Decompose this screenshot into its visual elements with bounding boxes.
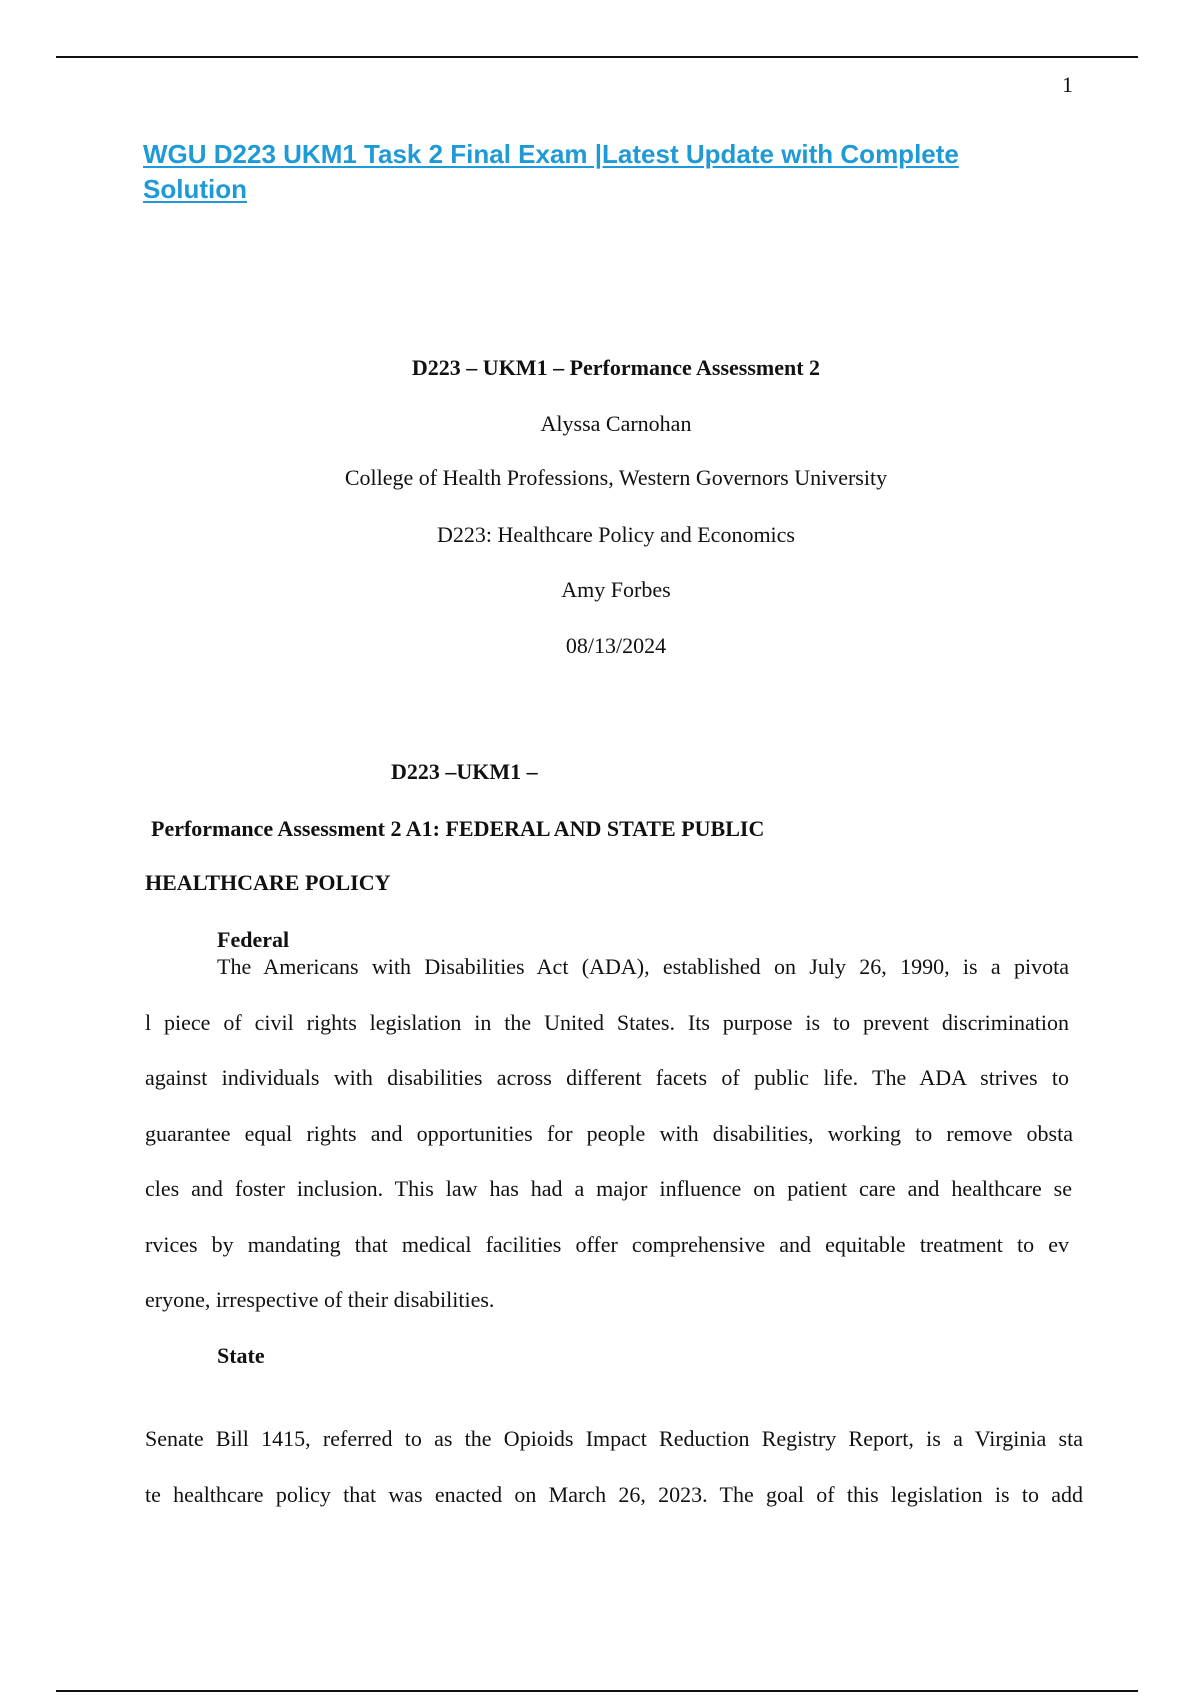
top-rule: [56, 56, 1138, 58]
federal-paragraph-line: l piece of civil rights legislation in the United States. Its purpose is to prevent discrimination: [145, 1010, 1069, 1035]
state-paragraph-line: te healthcare policy that was enacted on March 26, 2023. The goal of this legislation is to add: [145, 1482, 1083, 1507]
state-paragraph-line: Senate Bill 1415, referred to as the Opioids Impact Reduction Registry Report, is a Virginia sta: [145, 1426, 1083, 1451]
document-title-link-cont[interactable]: Solution: [143, 174, 247, 204]
page-number: 1: [1062, 72, 1073, 97]
federal-paragraph-line: cles and foster inclusion. This law has had a major influence on patient care and healthcare se: [145, 1176, 1072, 1201]
federal-paragraph-line: eryone, irrespective of their disabilities.: [145, 1287, 495, 1312]
section-heading-3: HEALTHCARE POLICY: [145, 870, 391, 895]
cover-heading: D223 – UKM1 – Performance Assessment 2: [411, 355, 821, 380]
section-heading-2: Performance Assessment 2 A1: FEDERAL AND STATE PUBLIC: [151, 816, 765, 841]
federal-paragraph-line: against individuals with disabilities across different facets of public life. The ADA strives to: [145, 1065, 1069, 1090]
cover-date: 08/13/2024: [565, 633, 667, 658]
section-heading-1: D223 –UKM1 –: [391, 759, 538, 784]
federal-heading: Federal: [217, 927, 290, 952]
document-title-link[interactable]: WGU D223 UKM1 Task 2 Final Exam |Latest Update with Complete: [143, 139, 959, 169]
cover-instructor: Amy Forbes: [561, 577, 671, 602]
bottom-rule: [56, 1690, 1138, 1692]
federal-paragraph-line: rvices by mandating that medical facilities offer comprehensive and equitable treatment to ev: [145, 1232, 1069, 1257]
cover-course: D223: Healthcare Policy and Economics: [436, 522, 795, 547]
cover-author: Alyssa Carnohan: [540, 411, 692, 436]
cover-institution: College of Health Professions, Western Governors University: [344, 465, 888, 490]
federal-paragraph-line: The Americans with Disabilities Act (ADA), established on July 26, 1990, is a pivota: [217, 954, 1069, 979]
federal-paragraph-line: guarantee equal rights and opportunities for people with disabilities, working to remove obsta: [145, 1121, 1073, 1146]
state-heading: State: [217, 1343, 265, 1368]
